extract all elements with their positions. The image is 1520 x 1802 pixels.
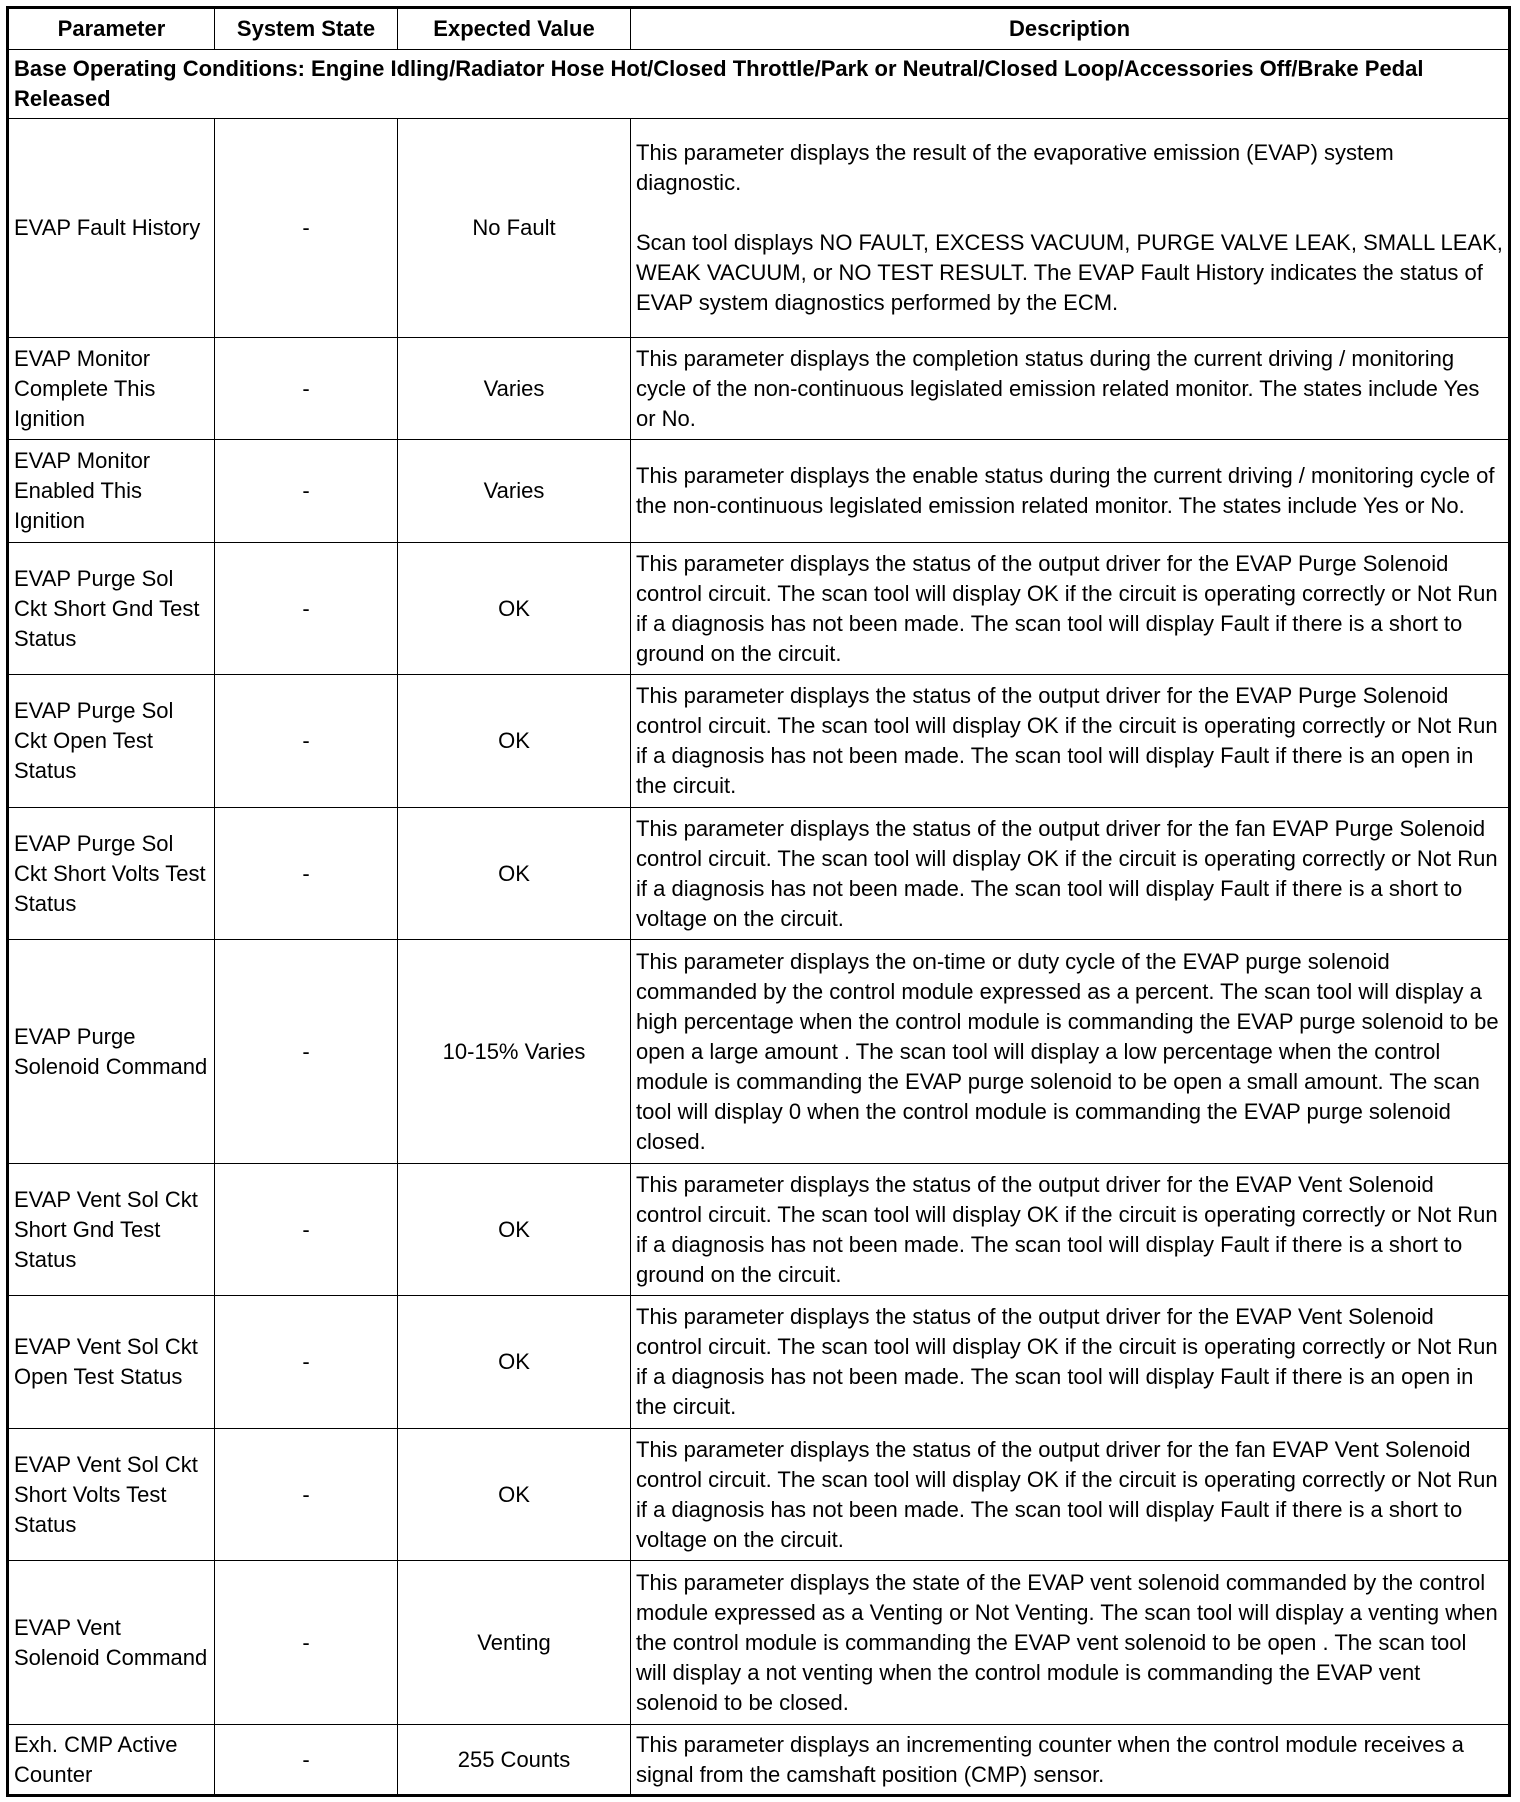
parameter-cell: EVAP Vent Sol Ckt Open Test Status bbox=[8, 1296, 215, 1429]
system-state-cell: - bbox=[215, 338, 398, 440]
parameter-cell: Exh. CMP Active Counter bbox=[8, 1725, 215, 1796]
parameter-cell: EVAP Vent Sol Ckt Short Gnd Test Status bbox=[8, 1164, 215, 1296]
table-row bbox=[8, 940, 1510, 1164]
expected-value-cell: OK bbox=[398, 543, 631, 675]
description-cell: This parameter displays the status of the output driver for the fan EVAP Purge Solenoid control circuit. The scan tool will display OK if the circuit is operating correctly or Not Run if a diagnosis has not been made. The scan tool will display Fault if there is a short to voltage on the circuit. bbox=[631, 808, 1510, 940]
description-cell: This parameter displays the state of the EVAP vent solenoid commanded by the control module expressed as a Venting or Not Venting. The scan tool will display a venting when the control module is commanding the EVAP vent solenoid to be open . The scan tool will display a not venting when the control module is commanding the EVAP vent solenoid to be closed. bbox=[631, 1561, 1510, 1725]
description-cell: This parameter displays the on-time or duty cycle of the EVAP purge solenoid commanded by the control module expressed as a percent. The scan tool will display a high percentage when the control module is commanding the EVAP purge solenoid to be open a large amount . The scan tool will display a low percentage when the control module is commanding the EVAP purge solenoid to be open a small amount. The scan tool will display 0 when the control module is commanding the EVAP purge solenoid closed. bbox=[631, 940, 1510, 1164]
base-operating-conditions: Base Operating Conditions: Engine Idling/Radiator Hose Hot/Closed Throttle/Park or Neutral/Closed Loop/Accessories Off/Brake Pedal Released bbox=[8, 50, 1510, 119]
description-cell: This parameter displays the status of the output driver for the fan EVAP Vent Solenoid control circuit. The scan tool will display OK if the circuit is operating correctly or Not Run if a diagnosis has not been made. The scan tool will display Fault if there is a short to voltage on the circuit. bbox=[631, 1429, 1510, 1561]
description-cell: This parameter displays the status of the output driver for the EVAP Purge Solenoid control circuit. The scan tool will display OK if the circuit is operating correctly or Not Run if a diagnosis has not been made. The scan tool will display Fault if there is a short to ground on the circuit. bbox=[631, 543, 1510, 675]
table-row bbox=[8, 1164, 1510, 1296]
description-cell: This parameter displays the completion status during the current driving / monitoring cycle of the non-continuous legislated emission related monitor. The states include Yes or No. bbox=[631, 338, 1510, 440]
system-state-cell: - bbox=[215, 940, 398, 1164]
header-parameter: Parameter bbox=[8, 8, 215, 50]
system-state-cell: - bbox=[215, 440, 398, 543]
system-state-cell: - bbox=[215, 543, 398, 675]
parameter-cell: EVAP Purge Solenoid Command bbox=[8, 940, 215, 1164]
header-system-state: System State bbox=[215, 8, 398, 50]
description-cell: This parameter displays the status of the output driver for the EVAP Vent Solenoid control circuit. The scan tool will display OK if the circuit is operating correctly or Not Run if a diagnosis has not been made. The scan tool will display Fault if there is an open in the circuit. bbox=[631, 1296, 1510, 1429]
description-cell: This parameter displays the status of the output driver for the EVAP Purge Solenoid control circuit. The scan tool will display OK if the circuit is operating correctly or Not Run if a diagnosis has not been made. The scan tool will display Fault if there is an open in the circuit. bbox=[631, 675, 1510, 808]
parameter-cell: EVAP Vent Sol Ckt Short Volts Test Status bbox=[8, 1429, 215, 1561]
table-row bbox=[8, 1296, 1510, 1429]
description-cell: This parameter displays an incrementing counter when the control module receives a signal from the camshaft position (CMP) sensor. bbox=[631, 1725, 1510, 1796]
parameter-cell: EVAP Monitor Complete This Ignition bbox=[8, 338, 215, 440]
header-expected-value: Expected Value bbox=[398, 8, 631, 50]
system-state-cell: - bbox=[215, 1164, 398, 1296]
system-state-cell: - bbox=[215, 1725, 398, 1796]
system-state-cell: - bbox=[215, 808, 398, 940]
table-row bbox=[8, 808, 1510, 940]
expected-value-cell: 255 Counts bbox=[398, 1725, 631, 1796]
header-row bbox=[8, 8, 1510, 50]
system-state-cell: - bbox=[215, 1296, 398, 1429]
table-row bbox=[8, 440, 1510, 543]
parameter-cell: EVAP Monitor Enabled This Ignition bbox=[8, 440, 215, 543]
expected-value-cell: Varies bbox=[398, 338, 631, 440]
parameter-cell: EVAP Fault History bbox=[8, 119, 215, 338]
system-state-cell: - bbox=[215, 675, 398, 808]
parameter-cell: EVAP Purge Sol Ckt Open Test Status bbox=[8, 675, 215, 808]
system-state-cell: - bbox=[215, 119, 398, 338]
parameter-cell: EVAP Purge Sol Ckt Short Volts Test Status bbox=[8, 808, 215, 940]
system-state-cell: - bbox=[215, 1429, 398, 1561]
system-state-cell: - bbox=[215, 1561, 398, 1725]
parameter-cell: EVAP Purge Sol Ckt Short Gnd Test Status bbox=[8, 543, 215, 675]
conditions-row bbox=[8, 50, 1510, 119]
expected-value-cell: No Fault bbox=[398, 119, 631, 338]
expected-value-cell: OK bbox=[398, 1296, 631, 1429]
expected-value-cell: OK bbox=[398, 1164, 631, 1296]
expected-value-cell: OK bbox=[398, 808, 631, 940]
expected-value-cell: OK bbox=[398, 1429, 631, 1561]
expected-value-cell: 10-15% Varies bbox=[398, 940, 631, 1164]
parameter-table bbox=[6, 6, 1511, 1797]
table-row bbox=[8, 543, 1510, 675]
table-row bbox=[8, 338, 1510, 440]
description-cell: This parameter displays the enable status during the current driving / monitoring cycle of the non-continuous legislated emission related monitor. The states include Yes or No. bbox=[631, 440, 1510, 543]
expected-value-cell: Venting bbox=[398, 1561, 631, 1725]
table-row bbox=[8, 119, 1510, 338]
description-cell: This parameter displays the status of the output driver for the EVAP Vent Solenoid control circuit. The scan tool will display OK if the circuit is operating correctly or Not Run if a diagnosis has not been made. The scan tool will display Fault if there is a short to ground on the circuit. bbox=[631, 1164, 1510, 1296]
description-cell: This parameter displays the result of the evaporative emission (EVAP) system diagnostic. Scan tool displays NO FAULT, EXCESS VACUUM, PURGE VALVE LEAK, SMALL LEAK, WEAK VACUUM, or NO TEST RESULT. The EVAP Fault History indicates the status of EVAP system diagnostics performed by the ECM. bbox=[631, 119, 1510, 338]
parameter-cell: EVAP Vent Solenoid Command bbox=[8, 1561, 215, 1725]
table-row bbox=[8, 1725, 1510, 1796]
table-row bbox=[8, 1561, 1510, 1725]
header-description: Description bbox=[631, 8, 1510, 50]
table-row bbox=[8, 1429, 1510, 1561]
expected-value-cell: OK bbox=[398, 675, 631, 808]
table-row bbox=[8, 675, 1510, 808]
expected-value-cell: Varies bbox=[398, 440, 631, 543]
